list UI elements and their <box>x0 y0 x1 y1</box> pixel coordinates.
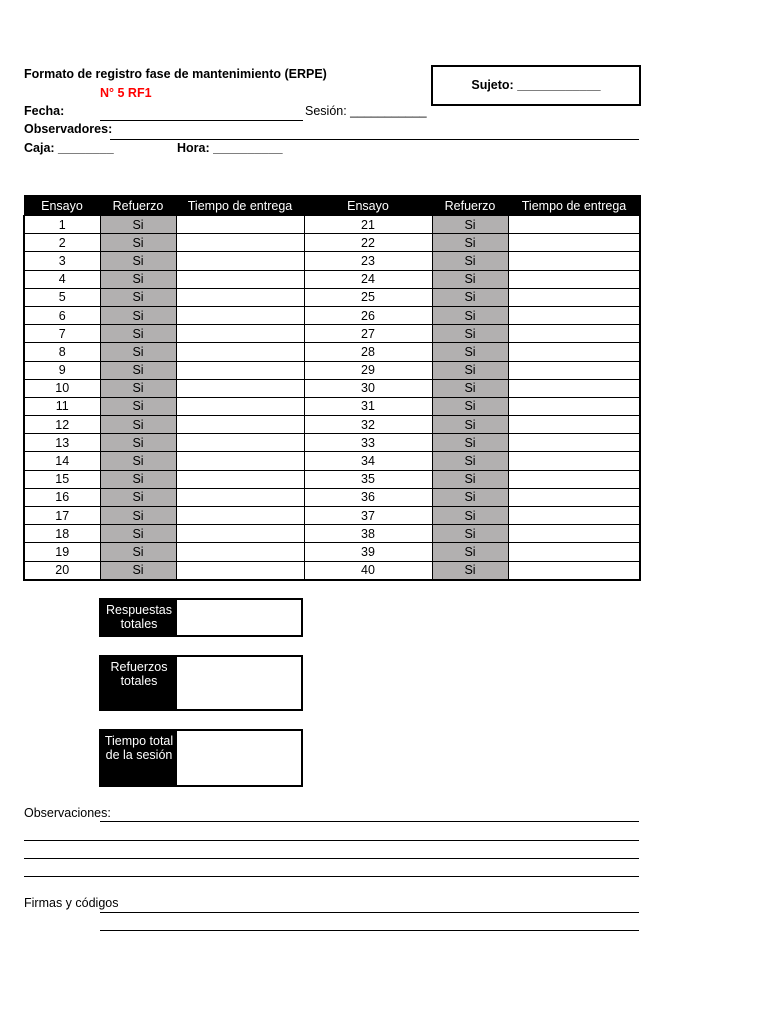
trial-number-right: 31 <box>304 397 432 415</box>
delivery-time-cell-left[interactable] <box>176 507 304 525</box>
reinforcement-cell-left: Si <box>100 525 176 543</box>
delivery-time-cell-right[interactable] <box>508 252 640 270</box>
delivery-time-cell-left[interactable] <box>176 325 304 343</box>
reinforcement-cell-left: Si <box>100 270 176 288</box>
delivery-time-cell-right[interactable] <box>508 434 640 452</box>
trial-number-left: 6 <box>24 306 100 324</box>
table-row <box>24 379 640 397</box>
observaciones-line-1[interactable] <box>100 821 639 822</box>
trial-number-right: 32 <box>304 416 432 434</box>
delivery-time-cell-right[interactable] <box>508 416 640 434</box>
delivery-time-cell-left[interactable] <box>176 343 304 361</box>
table-row <box>24 216 640 234</box>
trial-number-right: 25 <box>304 288 432 306</box>
trial-number-left: 20 <box>24 561 100 580</box>
reinforcement-cell-right: Si <box>432 216 508 234</box>
delivery-time-cell-left[interactable] <box>176 252 304 270</box>
trial-number-right: 26 <box>304 306 432 324</box>
trial-number-right: 34 <box>304 452 432 470</box>
header-tiempo-2: Tiempo de entrega <box>508 196 640 216</box>
delivery-time-cell-right[interactable] <box>508 234 640 252</box>
refuerzos-totales-box[interactable] <box>99 655 303 711</box>
reinforcement-cell-right: Si <box>432 306 508 324</box>
reinforcement-cell-left: Si <box>100 325 176 343</box>
delivery-time-cell-left[interactable] <box>176 488 304 506</box>
delivery-time-cell-left[interactable] <box>176 434 304 452</box>
delivery-time-cell-right[interactable] <box>508 379 640 397</box>
trial-number-left: 16 <box>24 488 100 506</box>
trial-number-left: 18 <box>24 525 100 543</box>
reinforcement-cell-right: Si <box>432 543 508 561</box>
trial-number-right: 21 <box>304 216 432 234</box>
reinforcement-cell-left: Si <box>100 288 176 306</box>
reinforcement-cell-right: Si <box>432 434 508 452</box>
reinforcement-cell-left: Si <box>100 379 176 397</box>
trial-number-left: 19 <box>24 543 100 561</box>
delivery-time-cell-left[interactable] <box>176 270 304 288</box>
table-row <box>24 252 640 270</box>
firmas-line-1[interactable] <box>100 912 639 913</box>
trial-number-right: 27 <box>304 325 432 343</box>
trial-number-right: 40 <box>304 561 432 580</box>
trial-number-right: 29 <box>304 361 432 379</box>
delivery-time-cell-right[interactable] <box>508 397 640 415</box>
delivery-time-cell-left[interactable] <box>176 470 304 488</box>
trial-number-right: 22 <box>304 234 432 252</box>
delivery-time-cell-right[interactable] <box>508 270 640 288</box>
trial-number-left: 9 <box>24 361 100 379</box>
reinforcement-cell-right: Si <box>432 561 508 580</box>
sesion-label[interactable]: Sesión: ___________ <box>305 104 427 118</box>
trial-number-right: 23 <box>304 252 432 270</box>
reinforcement-cell-left: Si <box>100 452 176 470</box>
fecha-label: Fecha: <box>24 104 65 118</box>
reinforcement-cell-right: Si <box>432 379 508 397</box>
trial-number-left: 11 <box>24 397 100 415</box>
trial-number-right: 28 <box>304 343 432 361</box>
respuestas-totales-label: Respuestas totales <box>101 600 177 635</box>
trial-number-right: 24 <box>304 270 432 288</box>
firmas-line-2[interactable] <box>100 930 639 931</box>
sujeto-box[interactable] <box>431 65 641 106</box>
observaciones-line-2[interactable] <box>24 840 639 841</box>
refuerzos-totales-label: Refuerzos totales <box>101 657 177 709</box>
reinforcement-cell-left: Si <box>100 234 176 252</box>
fecha-field-line[interactable] <box>100 120 303 121</box>
trial-number-left: 17 <box>24 507 100 525</box>
delivery-time-cell-right[interactable] <box>508 543 640 561</box>
trial-number-left: 4 <box>24 270 100 288</box>
header-tiempo-1: Tiempo de entrega <box>176 196 304 216</box>
observaciones-label: Observaciones: <box>24 806 111 820</box>
delivery-time-cell-right[interactable] <box>508 306 640 324</box>
delivery-time-cell-right[interactable] <box>508 216 640 234</box>
delivery-time-cell-right[interactable] <box>508 343 640 361</box>
delivery-time-cell-left[interactable] <box>176 397 304 415</box>
tiempo-total-box[interactable] <box>99 729 303 787</box>
reinforcement-cell-right: Si <box>432 270 508 288</box>
trial-number-left: 15 <box>24 470 100 488</box>
sujeto-label: Sujeto: ____________ <box>471 78 601 92</box>
reinforcement-cell-left: Si <box>100 470 176 488</box>
reinforcement-cell-left: Si <box>100 343 176 361</box>
observaciones-line-3[interactable] <box>24 858 639 859</box>
form-title: Formato de registro fase de mantenimiento (ERPE) <box>24 67 327 81</box>
table-row <box>24 525 640 543</box>
delivery-time-cell-right[interactable] <box>508 361 640 379</box>
reinforcement-cell-left: Si <box>100 543 176 561</box>
respuestas-totales-box[interactable] <box>99 598 303 637</box>
reinforcement-cell-right: Si <box>432 397 508 415</box>
trial-number-left: 8 <box>24 343 100 361</box>
delivery-time-cell-left[interactable] <box>176 543 304 561</box>
delivery-time-cell-left[interactable] <box>176 561 304 580</box>
header-refuerzo-2: Refuerzo <box>432 196 508 216</box>
reinforcement-cell-right: Si <box>432 343 508 361</box>
observadores-label: Observadores: <box>24 122 113 136</box>
delivery-time-cell-left[interactable] <box>176 361 304 379</box>
delivery-time-cell-left[interactable] <box>176 306 304 324</box>
reinforcement-cell-left: Si <box>100 216 176 234</box>
table-row <box>24 234 640 252</box>
hora-label[interactable]: Hora: __________ <box>177 141 283 155</box>
reinforcement-cell-left: Si <box>100 252 176 270</box>
table-row <box>24 270 640 288</box>
reinforcement-cell-left: Si <box>100 361 176 379</box>
delivery-time-cell-right[interactable] <box>508 325 640 343</box>
reinforcement-cell-right: Si <box>432 234 508 252</box>
table-row <box>24 397 640 415</box>
observadores-field-line[interactable] <box>110 139 639 140</box>
trial-number-left: 13 <box>24 434 100 452</box>
reinforcement-cell-left: Si <box>100 561 176 580</box>
header-ensayo-2: Ensayo <box>304 196 432 216</box>
reinforcement-cell-left: Si <box>100 397 176 415</box>
table-row <box>24 452 640 470</box>
reinforcement-cell-right: Si <box>432 325 508 343</box>
refuerzos-totales-field[interactable] <box>177 657 301 709</box>
table-row <box>24 288 640 306</box>
trial-number-left: 1 <box>24 216 100 234</box>
trial-number-left: 3 <box>24 252 100 270</box>
delivery-time-cell-left[interactable] <box>176 216 304 234</box>
trial-number-right: 30 <box>304 379 432 397</box>
reinforcement-cell-right: Si <box>432 507 508 525</box>
caja-label[interactable]: Caja: ________ <box>24 141 114 155</box>
table-row <box>24 488 640 506</box>
trial-number-left: 14 <box>24 452 100 470</box>
reinforcement-cell-right: Si <box>432 488 508 506</box>
reinforcement-cell-right: Si <box>432 452 508 470</box>
header-ensayo-1: Ensayo <box>24 196 100 216</box>
tiempo-total-label: Tiempo total de la sesión <box>101 731 177 785</box>
observaciones-line-4[interactable] <box>24 876 639 877</box>
table-row <box>24 561 640 580</box>
reinforcement-cell-right: Si <box>432 525 508 543</box>
trial-number-left: 5 <box>24 288 100 306</box>
table-header-row <box>24 196 640 216</box>
reinforcement-cell-right: Si <box>432 288 508 306</box>
delivery-time-cell-right[interactable] <box>508 488 640 506</box>
reinforcement-cell-left: Si <box>100 306 176 324</box>
reinforcement-cell-left: Si <box>100 434 176 452</box>
trial-number-right: 37 <box>304 507 432 525</box>
table-row <box>24 470 640 488</box>
table-row <box>24 416 640 434</box>
delivery-time-cell-right[interactable] <box>508 507 640 525</box>
reinforcement-cell-right: Si <box>432 416 508 434</box>
firmas-label: Firmas y códigos <box>24 896 119 910</box>
delivery-time-cell-right[interactable] <box>508 470 640 488</box>
delivery-time-cell-left[interactable] <box>176 288 304 306</box>
table-row <box>24 543 640 561</box>
delivery-time-cell-left[interactable] <box>176 525 304 543</box>
reinforcement-cell-left: Si <box>100 488 176 506</box>
trial-number-right: 39 <box>304 543 432 561</box>
delivery-time-cell-right[interactable] <box>508 452 640 470</box>
table-row <box>24 325 640 343</box>
reinforcement-cell-left: Si <box>100 416 176 434</box>
trial-number-left: 12 <box>24 416 100 434</box>
respuestas-totales-field[interactable] <box>177 600 301 635</box>
table-row <box>24 306 640 324</box>
reinforcement-cell-left: Si <box>100 507 176 525</box>
trial-number-right: 33 <box>304 434 432 452</box>
delivery-time-cell-left[interactable] <box>176 379 304 397</box>
delivery-time-cell-right[interactable] <box>508 561 640 580</box>
trial-number-left: 7 <box>24 325 100 343</box>
trial-number-right: 38 <box>304 525 432 543</box>
trial-number-left: 10 <box>24 379 100 397</box>
delivery-time-cell-right[interactable] <box>508 288 640 306</box>
trials-table <box>23 195 641 581</box>
delivery-time-cell-left[interactable] <box>176 452 304 470</box>
form-code: N° 5 RF1 <box>100 86 152 100</box>
reinforcement-cell-right: Si <box>432 252 508 270</box>
trial-number-right: 35 <box>304 470 432 488</box>
reinforcement-cell-right: Si <box>432 361 508 379</box>
trial-number-left: 2 <box>24 234 100 252</box>
table-row <box>24 507 640 525</box>
delivery-time-cell-right[interactable] <box>508 525 640 543</box>
tiempo-total-field[interactable] <box>177 731 301 785</box>
table-row <box>24 361 640 379</box>
reinforcement-cell-right: Si <box>432 470 508 488</box>
table-row <box>24 434 640 452</box>
delivery-time-cell-left[interactable] <box>176 416 304 434</box>
header-refuerzo-1: Refuerzo <box>100 196 176 216</box>
table-row <box>24 343 640 361</box>
delivery-time-cell-left[interactable] <box>176 234 304 252</box>
trial-number-right: 36 <box>304 488 432 506</box>
